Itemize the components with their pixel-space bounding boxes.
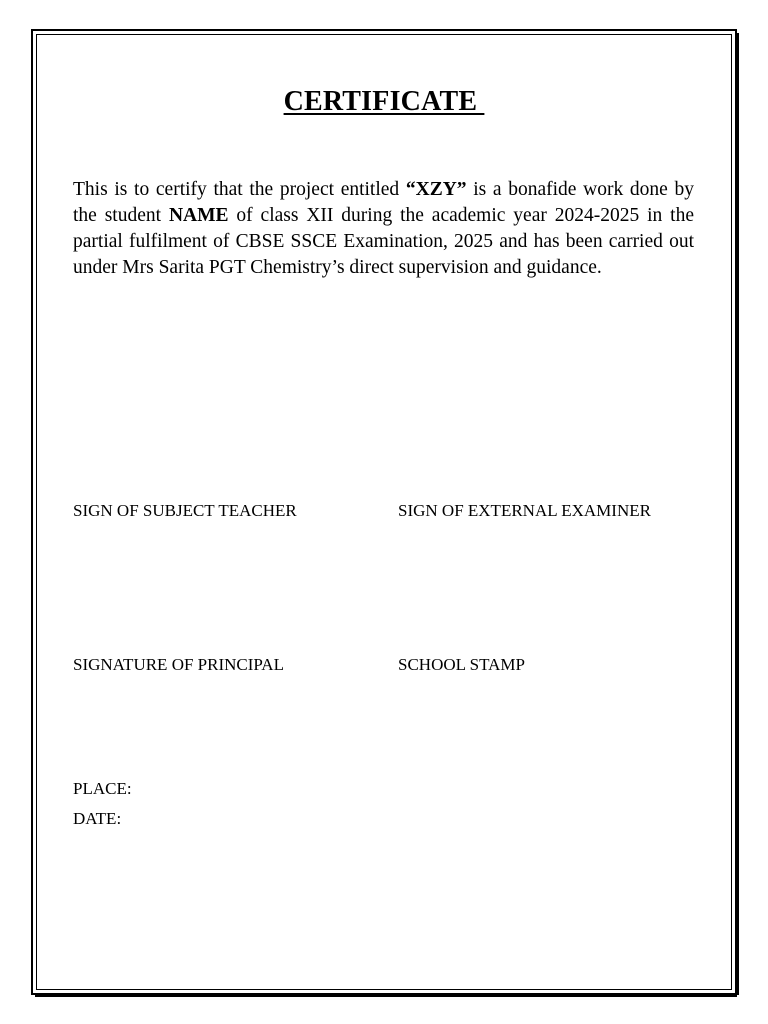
signature-principal-label: SIGNATURE OF PRINCIPAL <box>73 655 284 674</box>
body-text-part3: of class XII during the academic year 2024-2025 in the partial fulfilment of CBSE SSCE Examination, 2025 and has been carried out under Mrs Sarita PGT Chemistry’s direct supervision and guidance. <box>73 205 694 278</box>
student-name: NAME <box>168 205 229 226</box>
body-text-part2: is a bonafide work done by the student <box>73 179 694 226</box>
certificate-title: CERTIFICATE <box>283 86 485 117</box>
place-label: PLACE: <box>73 779 132 798</box>
body-text-part1: This is to certify that the project entitled <box>73 179 406 200</box>
certificate-body <box>73 177 694 281</box>
sign-subject-teacher-label: SIGN OF SUBJECT TEACHER <box>73 501 297 520</box>
school-stamp-label: SCHOOL STAMP <box>398 655 525 674</box>
date-label: DATE: <box>73 809 122 828</box>
project-title: “XZY” <box>405 179 467 200</box>
sign-external-examiner-label: SIGN OF EXTERNAL EXAMINER <box>398 501 651 520</box>
